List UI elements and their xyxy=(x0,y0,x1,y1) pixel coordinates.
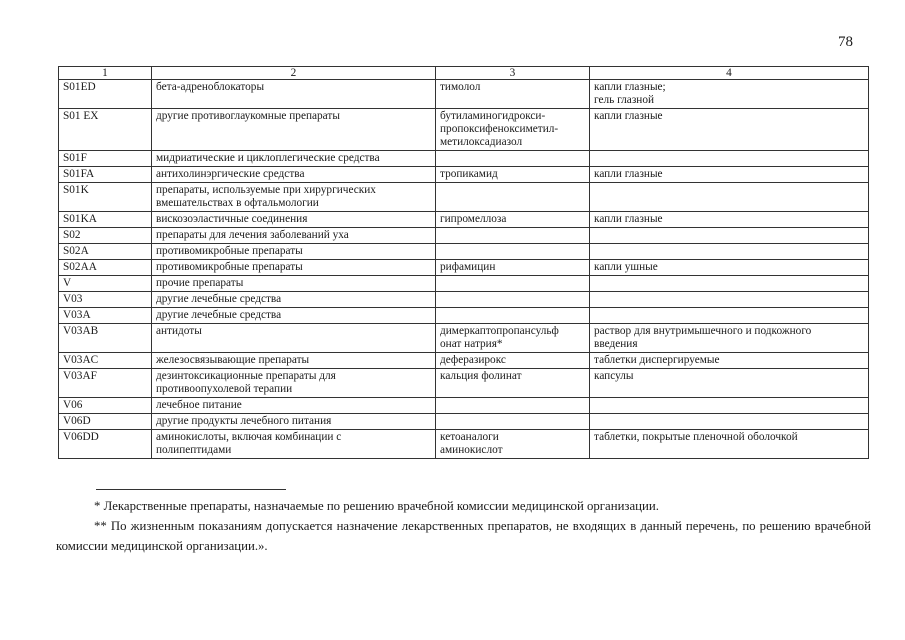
footnote-first: * Лекарственные препараты, назначаемые по решению врачебной комиссии медицинской организации. xyxy=(94,499,659,513)
group-name-cell: противомикробные препараты xyxy=(152,260,436,276)
drug-name-cell xyxy=(436,151,590,167)
group-name-cell: другие лечебные средства xyxy=(152,292,436,308)
table-row xyxy=(59,212,869,228)
drug-name-cell: бутиламиногидрокси- пропоксифеноксиметил- метилоксадиазол xyxy=(436,109,590,151)
column-header: 2 xyxy=(152,67,436,80)
atc-code-cell: V03AB xyxy=(59,324,152,353)
atc-code-cell: V06DD xyxy=(59,430,152,459)
atc-code-cell: S02 xyxy=(59,228,152,244)
table-row xyxy=(59,276,869,292)
atc-code-cell: S01F xyxy=(59,151,152,167)
atc-code-cell: S01FA xyxy=(59,167,152,183)
drug-name-cell: гипромеллоза xyxy=(436,212,590,228)
group-name-cell: бета-адреноблокаторы xyxy=(152,80,436,109)
drug-name-cell xyxy=(436,308,590,324)
drug-name-cell xyxy=(436,414,590,430)
footnotes xyxy=(56,496,871,556)
footnote-second: ** По жизненным показаниям допускается назначение лекарственных препаратов, не входящих в данный перечень, по решению врачебной комиссии медицинской организации.». xyxy=(56,519,871,553)
dosage-form-cell xyxy=(590,183,869,212)
group-name-cell: препараты, используемые при хирургических вмешательствах в офтальмологии xyxy=(152,183,436,212)
table-row xyxy=(59,292,869,308)
table-row xyxy=(59,228,869,244)
dosage-form-cell: капли глазные xyxy=(590,109,869,151)
group-name-cell: антихолинэргические средства xyxy=(152,167,436,183)
dosage-form-cell xyxy=(590,414,869,430)
dosage-form-cell xyxy=(590,308,869,324)
drug-name-cell xyxy=(436,183,590,212)
group-name-cell: железосвязывающие препараты xyxy=(152,353,436,369)
column-header: 1 xyxy=(59,67,152,80)
group-name-cell: вискозоэластичные соединения xyxy=(152,212,436,228)
dosage-form-cell xyxy=(590,398,869,414)
group-name-cell: антидоты xyxy=(152,324,436,353)
drug-name-cell: деферазирокс xyxy=(436,353,590,369)
atc-code-cell: S01 EX xyxy=(59,109,152,151)
table-row xyxy=(59,260,869,276)
dosage-form-cell: капли ушные xyxy=(590,260,869,276)
table-row xyxy=(59,151,869,167)
column-header: 3 xyxy=(436,67,590,80)
drug-name-cell: рифамицин xyxy=(436,260,590,276)
table-body xyxy=(59,80,869,459)
table-header-row xyxy=(59,67,869,80)
drug-name-cell xyxy=(436,292,590,308)
atc-code-cell: S02A xyxy=(59,244,152,260)
drug-name-cell: тимолол xyxy=(436,80,590,109)
dosage-form-cell: таблетки, покрытые пленочной оболочкой xyxy=(590,430,869,459)
drug-name-cell: кальция фолинат xyxy=(436,369,590,398)
group-name-cell: другие противоглаукомные препараты xyxy=(152,109,436,151)
dosage-form-cell xyxy=(590,292,869,308)
atc-code-cell: V06D xyxy=(59,414,152,430)
table-row xyxy=(59,244,869,260)
table-row xyxy=(59,80,869,109)
table-row xyxy=(59,324,869,353)
dosage-form-cell: капли глазные; гель глазной xyxy=(590,80,869,109)
group-name-cell: дезинтоксикационные препараты для противоопухолевой терапии xyxy=(152,369,436,398)
table-row xyxy=(59,109,869,151)
table-row xyxy=(59,369,869,398)
table-row xyxy=(59,353,869,369)
drug-name-cell: кетоаналоги аминокислот xyxy=(436,430,590,459)
atc-code-cell: V03A xyxy=(59,308,152,324)
group-name-cell: препараты для лечения заболеваний уха xyxy=(152,228,436,244)
drug-name-cell xyxy=(436,276,590,292)
group-name-cell: противомикробные препараты xyxy=(152,244,436,260)
table-row xyxy=(59,167,869,183)
footnote-divider xyxy=(96,489,286,490)
atc-code-cell: S01ED xyxy=(59,80,152,109)
page-number: 78 xyxy=(838,34,853,50)
atc-code-cell: V xyxy=(59,276,152,292)
group-name-cell: аминокислоты, включая комбинации с полипептидами xyxy=(152,430,436,459)
atc-code-cell: V03AF xyxy=(59,369,152,398)
table-row xyxy=(59,183,869,212)
atc-code-cell: V03AC xyxy=(59,353,152,369)
drug-name-cell: димеркаптопропансульф онат натрия* xyxy=(436,324,590,353)
dosage-form-cell xyxy=(590,244,869,260)
drug-name-cell xyxy=(436,398,590,414)
column-header: 4 xyxy=(590,67,869,80)
atc-code-cell: V06 xyxy=(59,398,152,414)
atc-code-cell: S01KA xyxy=(59,212,152,228)
drug-name-cell: тропикамид xyxy=(436,167,590,183)
table-row xyxy=(59,414,869,430)
atc-code-cell: S02AA xyxy=(59,260,152,276)
dosage-form-cell: капли глазные xyxy=(590,212,869,228)
table-row xyxy=(59,398,869,414)
dosage-form-cell: капсулы xyxy=(590,369,869,398)
drug-list-table xyxy=(58,66,869,459)
group-name-cell: лечебное питание xyxy=(152,398,436,414)
dosage-form-cell xyxy=(590,276,869,292)
group-name-cell: мидриатические и циклоплегические средства xyxy=(152,151,436,167)
dosage-form-cell: раствор для внутримышечного и подкожного введения xyxy=(590,324,869,353)
atc-code-cell: V03 xyxy=(59,292,152,308)
atc-code-cell: S01K xyxy=(59,183,152,212)
dosage-form-cell: таблетки диспергируемые xyxy=(590,353,869,369)
drug-name-cell xyxy=(436,228,590,244)
table-row xyxy=(59,430,869,459)
group-name-cell: другие продукты лечебного питания xyxy=(152,414,436,430)
dosage-form-cell xyxy=(590,228,869,244)
dosage-form-cell: капли глазные xyxy=(590,167,869,183)
drug-name-cell xyxy=(436,244,590,260)
dosage-form-cell xyxy=(590,151,869,167)
group-name-cell: прочие препараты xyxy=(152,276,436,292)
group-name-cell: другие лечебные средства xyxy=(152,308,436,324)
table-row xyxy=(59,308,869,324)
